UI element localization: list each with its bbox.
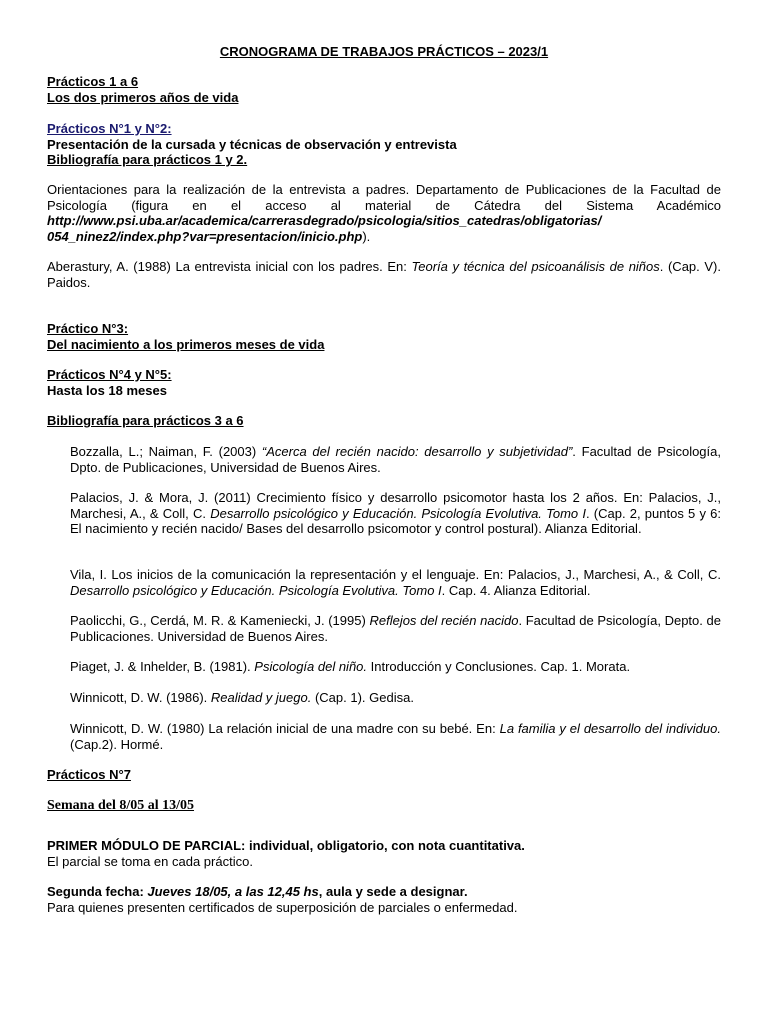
- section-subheading: Los dos primeros años de vida: [47, 89, 239, 105]
- entry-title: Psicología del niño.: [254, 659, 368, 674]
- segunda-fecha-line: [47, 884, 721, 900]
- entry-text-tail: . Cap. 4. Alianza Editorial.: [441, 582, 591, 598]
- bibliography-entry: [70, 490, 721, 537]
- section-practico-3: [47, 321, 721, 352]
- entry-title: Realidad y juego.: [210, 690, 312, 705]
- entry-text-tail: . (Cap. 2, puntos 5 y 6: El nacimiento y recién nacido/ Bases del desarrollo psicomotor y control postural). Alianza Editorial.: [70, 505, 722, 536]
- section-heading-practico-7: Prácticos N°7: [47, 767, 131, 782]
- section-heading: Prácticos N°4 y N°5:: [47, 367, 172, 382]
- parcial-note: El parcial se toma en cada práctico.: [47, 853, 253, 869]
- entry-text-tail: Introducción y Conclusiones. Cap. 1. Morata.: [367, 659, 631, 674]
- entry-title: “Acerca del recién nacido: desarrollo y subjetividad”: [261, 444, 573, 459]
- entry-title: Desarrollo psicológico y Educación. Psicología Evolutiva. Tomo I: [70, 582, 442, 598]
- entry-text: Aberastury, A. (1988) La entrevista inicial con los padres. En:: [47, 259, 412, 274]
- section-subheading: Presentación de la cursada y técnicas de observación y entrevista: [47, 136, 457, 152]
- entry-text-tail: . Facultad de Psicología, Depto. de Publicaciones. Universidad de Buenos Aires.: [70, 613, 721, 644]
- entry-title: Reflejos del recién nacido: [369, 613, 519, 628]
- segunda-fecha-block: [47, 884, 721, 915]
- section-heading: Prácticos 1 a 6: [47, 74, 139, 89]
- entry-text-tail: . Facultad de Psicología, Dpto. de Publicaciones, Universidad de Buenos Aires.: [70, 444, 721, 475]
- entry-title: Desarrollo psicológico y Educación. Psicología Evolutiva. Tomo I: [210, 505, 586, 521]
- section-subheading: Hasta los 18 meses: [47, 382, 167, 398]
- entry-text: Piaget, J. & Inhelder, B. (1981).: [70, 659, 255, 674]
- entry-text: Winnicott, D. W. (1986).: [70, 690, 211, 705]
- section-heading: Prácticos N°1 y N°2:: [47, 121, 172, 136]
- entry-text: Palacios, J. & Mora, J. (2011) Crecimiento físico y desarrollo psicomotor hasta los 2 años. En: Palacios, J., Marchesi, A., & Coll, C.: [70, 490, 721, 521]
- bibliography-entry: [70, 690, 721, 706]
- document-title: CRONOGRAMA DE TRABAJOS PRÁCTICOS – 2023/1: [219, 44, 549, 59]
- bibliography-heading: Bibliografía para prácticos 1 y 2.: [47, 152, 248, 167]
- week-heading: Semana del 8/05 al 13/05: [47, 798, 195, 813]
- section-subheading: Del nacimiento a los primeros meses de vida: [47, 336, 325, 352]
- bibliography-entry: [70, 659, 721, 675]
- entry-text: Winnicott, D. W. (1980) La relación inicial de una madre con su bebé. En:: [70, 721, 500, 736]
- segunda-fecha-note: Para quienes presenten certificados de superposición de parciales o enfermedad.: [47, 899, 518, 915]
- parcial-label: PRIMER MÓDULO DE PARCIAL: individual, obligatorio, con nota cuantitativa.: [47, 838, 525, 853]
- bibliography-entry: [47, 182, 721, 244]
- section-practicos-1-2: [47, 121, 721, 168]
- entry-text: Bozzalla, L.; Naiman, F. (2003): [70, 444, 262, 459]
- bibliography-heading: Bibliografía para prácticos 3 a 6: [47, 413, 244, 428]
- bibliography-entry: [70, 444, 721, 475]
- entry-text: Vila, I. Los inicios de la comunicación la representación y el lenguaje. En: Palacios, J., Marchesi, A., & Coll, C.: [70, 567, 721, 582]
- segunda-fecha-rest: , aula y sede a designar.: [318, 884, 468, 899]
- entry-text-tail: (Cap. 1). Gedisa.: [311, 690, 414, 705]
- section-practicos-1-6: [47, 74, 721, 105]
- section-practicos-4-5: [47, 367, 721, 398]
- entry-text: Paolicchi, G., Cerdá, M. R. & Kameniecki, J. (1995): [70, 613, 370, 628]
- entry-text-tail: (Cap.2). Hormé.: [70, 736, 164, 752]
- entry-text-tail: ).: [362, 228, 371, 244]
- segunda-fecha-date: Jueves 18/05, a las 12,45 hs: [147, 884, 319, 899]
- segunda-fecha-label: Segunda fecha:: [47, 884, 148, 899]
- parcial-block: [47, 838, 721, 869]
- bibliography-entry: [70, 613, 721, 644]
- entry-text: Orientaciones para la realización de la entrevista a padres. Departamento de Publicaciones de la Facultad de Psicología (figura en el acceso al material de Cátedra del Sistema Académico: [47, 182, 721, 213]
- bibliography-entry: [47, 259, 721, 290]
- bibliography-entry: [70, 567, 721, 598]
- entry-text-tail: . (Cap. V). Paidos.: [47, 259, 721, 290]
- entry-title: La familia y el desarrollo del individuo.: [499, 721, 721, 736]
- entry-title: Teoría y técnica del psicoanálisis de niños: [411, 259, 660, 274]
- bibliography-entry: [70, 721, 721, 752]
- entry-link[interactable]: http://www.psi.uba.ar/academica/carrerasdegrado/psicologia/sitios_catedras/obligatorias/ 054_ninez2/index.php?var=presentacion/inicio.php: [47, 213, 602, 244]
- section-heading: Práctico N°3:: [47, 321, 129, 336]
